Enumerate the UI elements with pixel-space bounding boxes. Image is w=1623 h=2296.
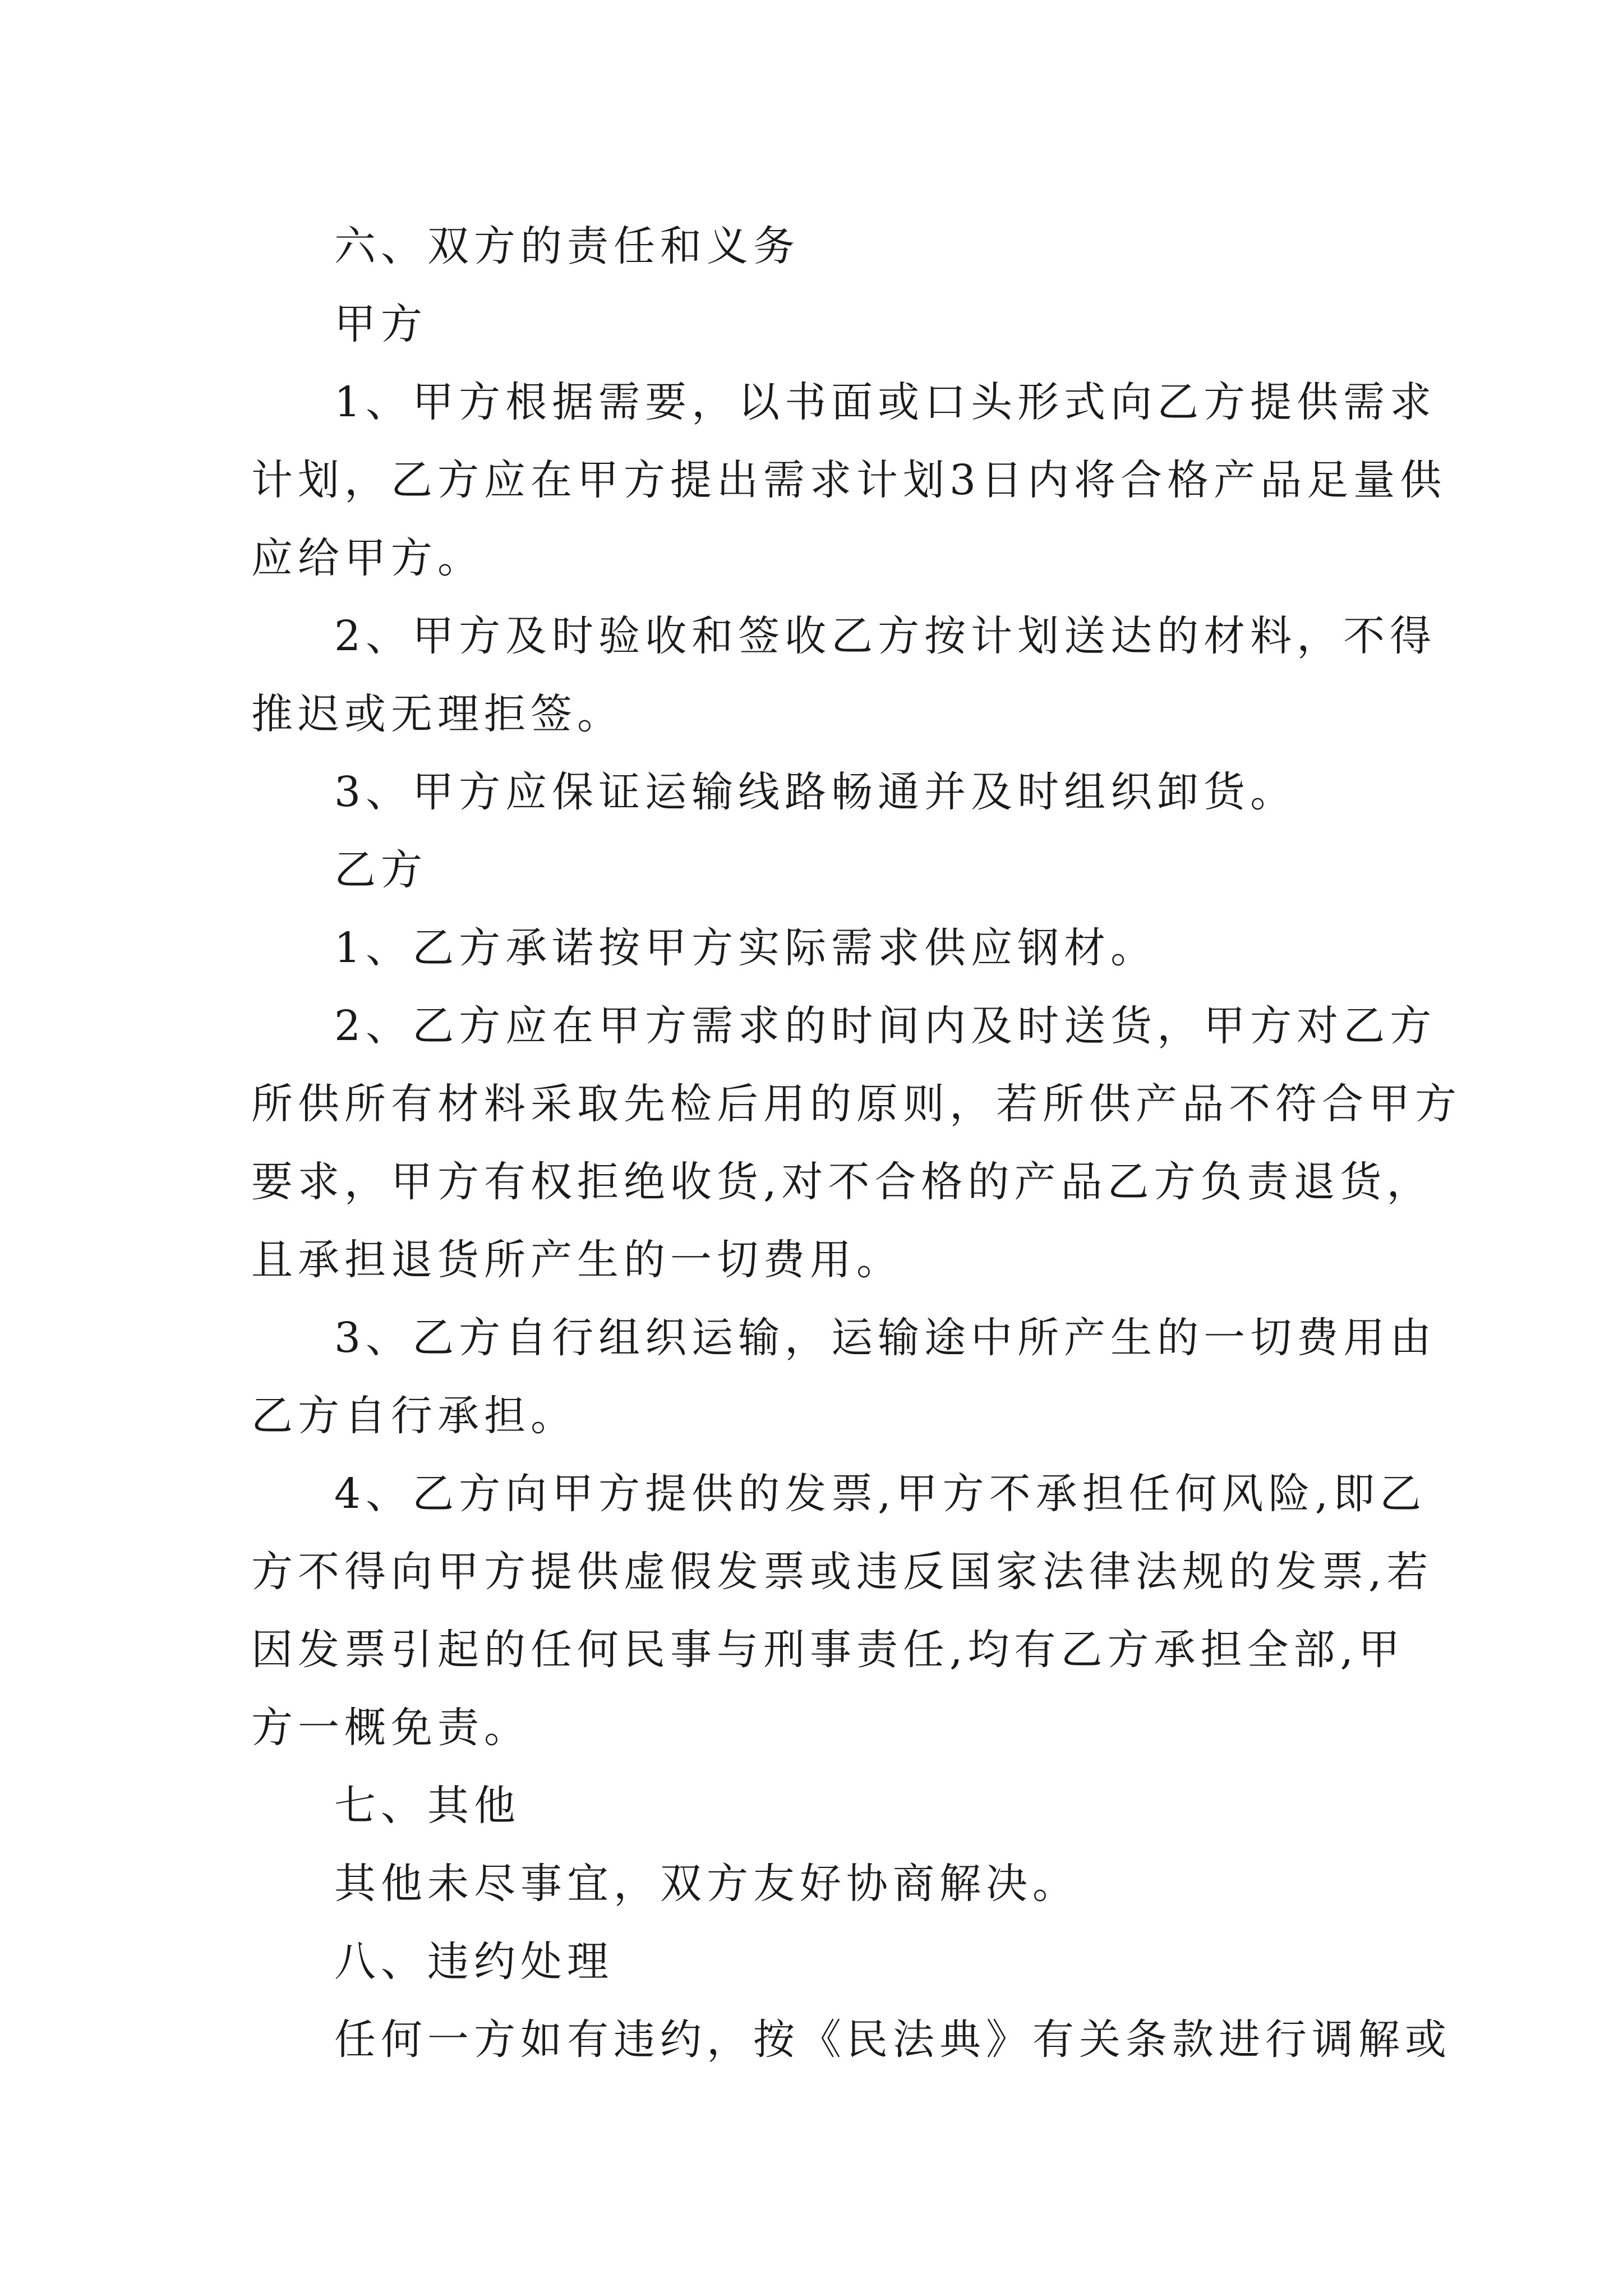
paragraph-line: 3、甲方应保证运输线路畅通并及时组织卸货。 xyxy=(334,768,1297,816)
party-a-heading: 甲方 xyxy=(334,300,427,348)
paragraph-line: 方不得向甲方提供虚假发票或违反国家法律法规的发票,若 xyxy=(251,1548,1433,1596)
party-b-heading: 乙方 xyxy=(334,846,427,894)
paragraph-line: 方一概免责。 xyxy=(251,1704,531,1752)
paragraph-line: 1、甲方根据需要，以书面或口头形式向乙方提供需求 xyxy=(334,378,1437,426)
paragraph-line: 2、甲方及时验收和签收乙方按计划送达的材料，不得 xyxy=(334,612,1437,660)
paragraph-line: 1、乙方承诺按甲方实际需求供应钢材。 xyxy=(334,924,1158,972)
paragraph-line: 应给甲方。 xyxy=(251,534,484,582)
paragraph-line: 要求，甲方有权拒绝收货,对不合格的产品乙方负责退货， xyxy=(251,1158,1433,1206)
section-heading-other: 七、其他 xyxy=(334,1782,520,1830)
paragraph-line: 3、乙方自行组织运输，运输途中所产生的一切费用由 xyxy=(334,1314,1437,1362)
paragraph-line: 推迟或无理拒签。 xyxy=(251,690,624,738)
section-heading-responsibilities: 六、双方的责任和义务 xyxy=(334,222,800,270)
paragraph-line: 所供所有材料采取先检后用的原则，若所供产品不符合甲方 xyxy=(251,1080,1461,1128)
paragraph-line: 计划，乙方应在甲方提出需求计划3日内将合格产品足量供 xyxy=(251,456,1447,504)
document-body xyxy=(251,208,1461,2079)
section-heading-breach: 八、违约处理 xyxy=(334,1938,614,1986)
paragraph-line: 且承担退货所产生的一切费用。 xyxy=(251,1236,903,1284)
paragraph-line: 因发票引起的任何民事与刑事责任,均有乙方承担全部,甲 xyxy=(251,1626,1405,1674)
paragraph-line: 其他未尽事宜，双方友好协商解决。 xyxy=(334,1860,1079,1908)
paragraph-line: 4、乙方向甲方提供的发票,甲方不承担任何风险,即乙 xyxy=(334,1470,1427,1518)
paragraph-line: 乙方自行承担。 xyxy=(251,1392,577,1440)
paragraph-line: 任何一方如有违约，按《民法典》有关条款进行调解或 xyxy=(334,2016,1451,2064)
paragraph-line: 2、乙方应在甲方需求的时间内及时送货，甲方对乙方 xyxy=(334,1002,1437,1050)
